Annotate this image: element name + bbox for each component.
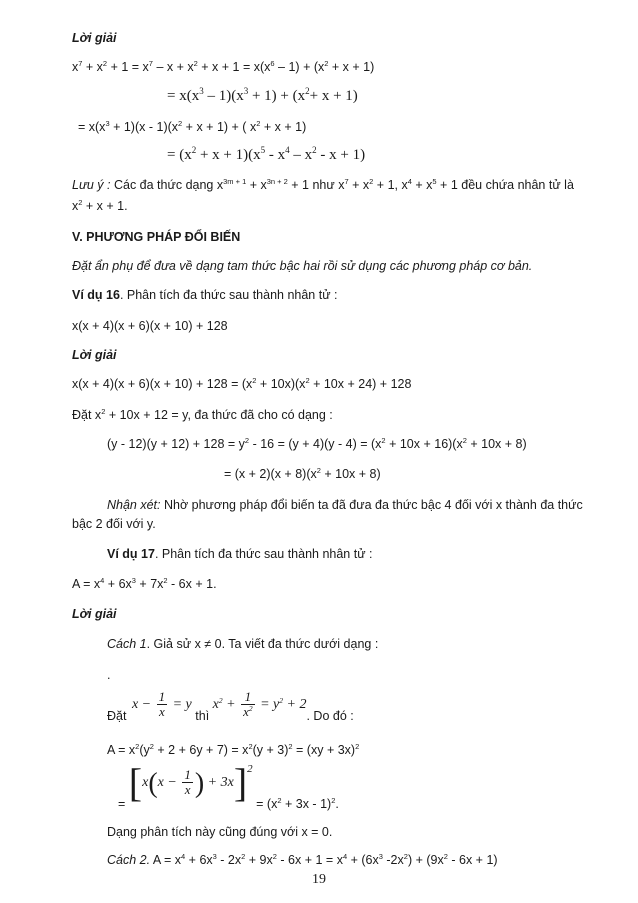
equation-line-1: $x^7 + x^2 + 1 = x^7 - x + x^2 + x + 1 = x(x^6 - 1) + (x^2 + x + 1)$ (72, 59, 375, 74)
stray-dot: . (107, 668, 111, 682)
section-heading: V. PHƯƠNG PHÁP ĐỔI BIẾN (72, 230, 241, 244)
page-number: 19 (312, 872, 326, 887)
fraction-1-over-x: $\frac{1}{x}$ (158, 689, 166, 719)
remark-line-1: Nhận xét: Nhờ phương pháp đổi biến ta đã đưa đa thức bậc 4 đối với x thành đa thức (107, 498, 583, 512)
example-16-expression: x(x + 4)(x + 6)(x + 10) + 128 (72, 319, 228, 333)
remark-line-2: bậc 2 đối với y. (72, 517, 156, 531)
solution-16-line-2: Đặt $x^2 + 10x + 12 = y$, đa thức đã cho có dạng : (72, 407, 333, 422)
equation-line-4: = $(x^2 + x + 1)(x^5 - x^4 - x^2 - x + 1)$ (167, 145, 366, 163)
way-1-heading: Cách 1. Giả sử x ≠ 0. Ta viết đa thức dưới dạng : (107, 637, 379, 651)
solution-heading-3: Lời giải (72, 607, 117, 621)
solution-16-line-4: = $(x + 2)(x + 8)(x^2 + 10x + 8)$ (224, 466, 381, 481)
solution-heading-2: Lời giải (72, 348, 117, 362)
solution-16-line-3: $(y - 12)(y + 12) + 128 = y^2 - 16 = (y + 4)(y - 4) = (x^2 + 10x + 16)(x^2 + 10x + 8)$ (107, 436, 527, 451)
fraction-1-over-x2: $\frac{1}{x^2}$ (243, 689, 253, 719)
example-16-heading: Ví dụ 16. Phân tích đa thức sau thành nhân tử : (72, 288, 338, 302)
equation-line-2: = $x(x^3 - 1)(x^3 + 1) + (x^2+ x + 1)$ (167, 86, 358, 104)
way-2-line: Cách 2. $A = x^4 + 6x^3 - 2x^2 + 9x^2 - 6x + 1 = x^4 + (6x^3$ $-2x^2) + (9x^2 - 6x + 1)$ (107, 852, 498, 867)
solution-16-line-1: $x(x + 4)(x + 6)(x + 10) + 128 = (x^2 + 10x)(x^2 + 10x + 24) + 128$ (72, 376, 412, 391)
note-line-1: Lưu ý : Các đa thức dạng $x^{3m + 1} + x^{3n + 2} + 1$ như $x^7 + x^2 + 1$, $x^4 + x^5 + 1$ đều chứa nhân tử là (72, 177, 574, 192)
solution-17-line-3: Dạng phân tích này cũng đúng với x = 0. (107, 825, 333, 839)
example-17-expression: $A = x^4 + 6x^3 + 7x^2 - 6x + 1$. (72, 576, 217, 591)
example-17-heading: Ví dụ 17. Phân tích đa thức sau thành nhân tử : (107, 547, 373, 561)
substitution-line: Đặt x − $\frac{1}{x}$ = y thì $x^2$ + $\frac{1}{x^2}$ = $y^2 + 2$. Do đó : (107, 689, 354, 723)
solution-heading-1: Lời giải (72, 31, 117, 45)
fraction-1-over-x-bracket: $\frac{1}{x}$ (184, 767, 191, 798)
section-description: Đặt ẩn phụ để đưa về dạng tam thức bậc hai rồi sử dụng các phương pháp cơ bản. (72, 259, 533, 273)
note-line-2: $x^2 + x + 1$. (72, 198, 128, 213)
solution-17-line-2: = [x(x − $\frac{1}{x}$ ) + $3x]2 = (x^2 + 3x - 1)^2$. (118, 760, 339, 811)
solution-17-line-2-result: = $(x^2 + 3x - 1)^2$. (256, 796, 339, 811)
solution-17-line-1: $A = x^2(y^2 + 2 + 6y + 7) = x^2(y + 3)^2 = (xy + 3x)^2$ (107, 742, 360, 757)
equation-line-3: = $x(x^3 + 1)(x - 1)(x^2 + x + 1)$ + ( $x^2 + x + 1$) (78, 119, 307, 134)
